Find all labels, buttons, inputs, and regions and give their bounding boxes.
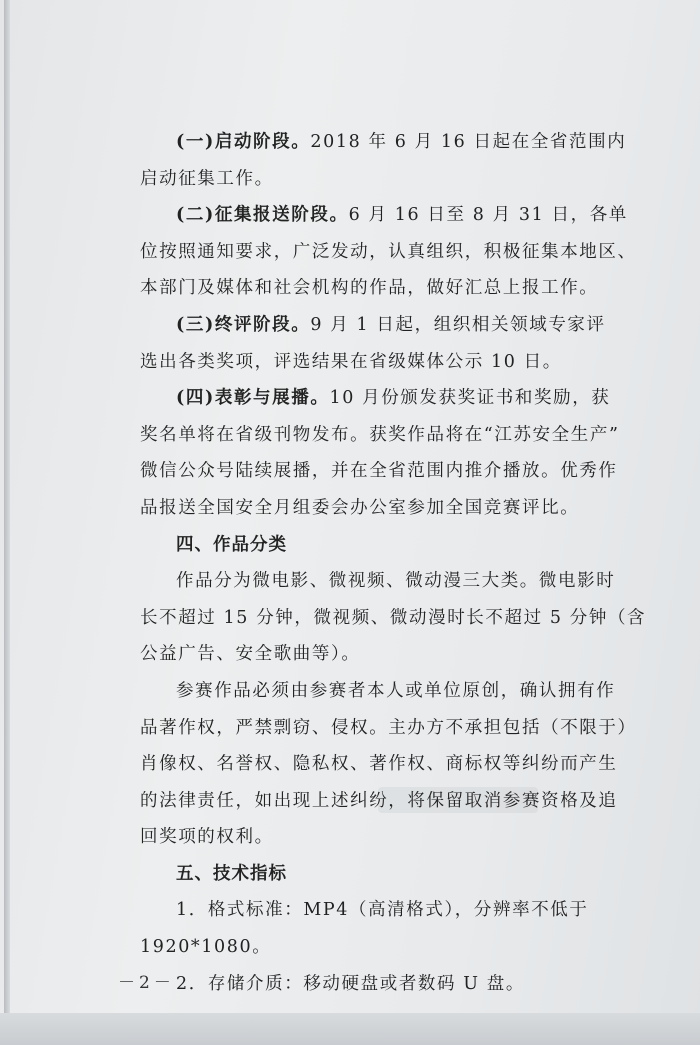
heading-technical-specs: 五、技术指标: [176, 863, 287, 884]
page-edge-shadow: [4, 0, 10, 1045]
page-number: －2－: [118, 973, 175, 993]
originality-line-1: 参赛作品必须由参赛者本人或单位原创，确认拥有作: [176, 680, 616, 701]
paragraph-stage-4-line-3: [140, 453, 640, 490]
stage-2-text-cont-1: 位按照通知要求，广泛发动，认真组织，积极征集本地区、: [140, 241, 637, 262]
stage-2-title: (二)征集报送阶段。: [176, 205, 349, 226]
stage-3-text: 9 月 1 日起，组织相关领域专家评: [310, 314, 606, 335]
originality-line-2: 品著作权，严禁剽窃、侵权。主办方不承担包括（不限于）: [140, 717, 637, 738]
category-line-1: 作品分为微电影、微视频、微动漫三大类。微电影时: [176, 571, 616, 592]
originality-line-5: 回奖项的权利。: [140, 827, 274, 848]
page-bottom-edge: [0, 1013, 700, 1045]
stage-1-text: 2018 年 6 月 16 日起在全省范围内: [310, 132, 627, 152]
paragraph-stage-1-line-1: [140, 124, 640, 161]
heading-work-categories: 四、作品分类: [176, 534, 287, 555]
stage-1-text-cont: 启动征集工作。: [140, 168, 274, 189]
paragraph-stage-4-line-1: [140, 380, 640, 417]
tech-format-line-2: 1920*1080。: [140, 937, 272, 958]
stage-4-title: (四)表彰与展播。: [176, 388, 330, 409]
paragraph-stage-3-line-1: [140, 307, 640, 344]
stage-4-text-cont-2: 微信公众号陆续展播，并在全省范围内推介播放。优秀作: [140, 461, 618, 482]
paragraph-stage-2-line-2: [140, 234, 640, 271]
stage-2-text-cont-2: 本部门及媒体和社会机构的作品，做好汇总上报工作。: [140, 278, 599, 299]
stage-4-text: 10 月份颁发获奖证书和奖励，获: [329, 388, 611, 409]
stage-2-text: 6 月 16 日至 8 月 31 日，各单: [348, 205, 628, 226]
category-line-2: 长不超过 15 分钟，微视频、微动漫时长不超过 5 分钟（含: [140, 607, 647, 628]
paragraph-stage-2-line-3: [140, 270, 640, 307]
stage-3-title: (三)终评阶段。: [176, 314, 311, 335]
originality-line-3: 肖像权、名誉权、隐私权、著作权、商标权等纠纷而产生: [140, 754, 618, 775]
paragraph-stage-1-line-2: [140, 161, 640, 198]
stage-3-text-cont: 选出各类奖项，评选结果在省级媒体公示 10 日。: [140, 351, 562, 372]
document-body: [140, 124, 647, 1002]
paragraph-stage-2-line-1: [140, 197, 640, 234]
originality-line-4: 的法律责任，如出现上述纠纷，将保留取消参赛资格及追: [140, 790, 618, 811]
paragraph-stage-4-line-4: [140, 490, 640, 527]
category-line-3: 公益广告、安全歌曲等）。: [140, 644, 361, 665]
paragraph-stage-4-line-2: [140, 417, 640, 454]
stage-4-text-cont-3: 品报送全国安全月组委会办公室参加全国竞赛评比。: [140, 497, 580, 518]
stage-1-title: (一)启动阶段。: [176, 132, 311, 152]
stage-4-text-cont-1: 奖名单将在省级刊物发布。获奖作品将在“江苏安全生产”: [140, 424, 620, 445]
paragraph-stage-3-line-2: [140, 344, 640, 381]
tech-storage-line: 2．存储介质：移动硬盘或者数码 U 盘。: [176, 973, 526, 994]
tech-format-line-1: 1．格式标准：MP4（高清格式），分辨率不低于: [176, 900, 589, 921]
